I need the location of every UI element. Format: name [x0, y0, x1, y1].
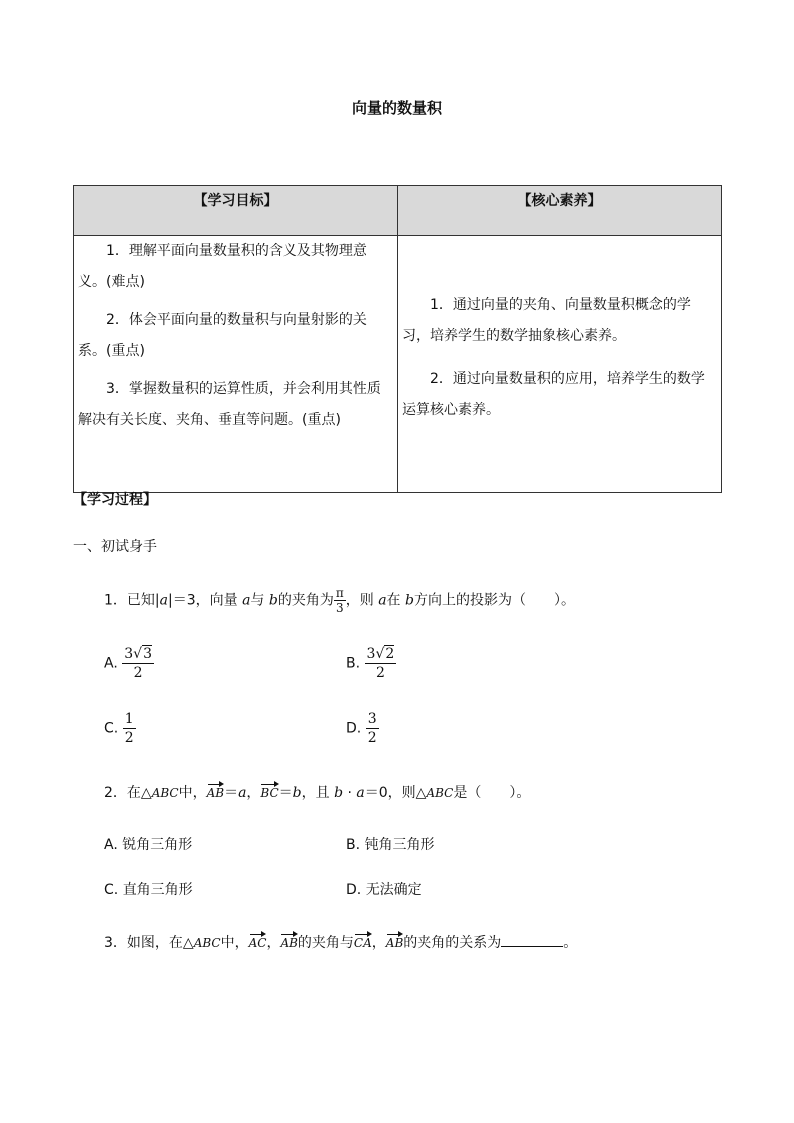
q1-option-d[interactable]: D. $\frac{3}{2}$	[346, 711, 377, 746]
q2-option-b[interactable]: B. 钝角三角形	[346, 837, 435, 853]
vector-ab: AB	[206, 786, 225, 800]
q2-option-d[interactable]: D. 无法确定	[346, 882, 422, 898]
subsection-heading: 一、初试身手	[73, 539, 157, 555]
core-literacy-cell	[398, 236, 722, 493]
vector-ab: AB	[385, 936, 404, 950]
q2-option-a[interactable]: A. 锐角三角形	[104, 837, 193, 853]
literacy-item: 1．通过向量的夹角、向量数量积概念的学习，培养学生的数学抽象核心素养。	[402, 297, 691, 344]
option-fraction: $\frac{3√3}{2}$	[124, 646, 152, 681]
option-fraction: $\frac{3}{2}$	[367, 711, 377, 746]
header-learning-goals: 【学习目标】	[74, 186, 398, 236]
goal-item: 3．掌握数量积的运算性质，并会利用其性质解决有关长度、夹角、垂直等问题。(重点)	[78, 381, 381, 428]
goal-item: 2．体会平面向量的数量积与向量射影的关系。(重点)	[78, 312, 367, 359]
header-core-literacy: 【核心素养】	[398, 186, 722, 236]
vector-a: a	[378, 592, 387, 609]
learning-goals-cell	[74, 236, 398, 493]
q2-option-c[interactable]: C. 直角三角形	[104, 882, 193, 898]
option-fraction: $\frac{1}{2}$	[124, 711, 134, 746]
vector-ca: CA	[353, 936, 372, 950]
section-heading: 【学习过程】	[73, 492, 157, 508]
answer-blank[interactable]	[501, 932, 563, 947]
vector-ac: AC	[248, 936, 267, 950]
q1-option-b[interactable]: B. $\frac{3√2}{2}$	[346, 646, 395, 681]
vector-b: b	[268, 592, 278, 609]
question-3: 3．如图，在△ABC中，AC，AB的夹角与CA，AB的夹角的关系为 。	[104, 932, 577, 952]
q1-option-a[interactable]: A. $\frac{3√3}{2}$	[104, 646, 152, 681]
option-fraction: $\frac{3√2}{2}$	[366, 646, 395, 681]
literacy-item: 2．通过向量数量积的应用，培养学生的数学运算核心素养。	[402, 371, 705, 418]
question-2: 2．在△ABC中，AB＝a，BC＝b，且 b · a＝0，则△ABC是（ ）。	[104, 785, 531, 801]
angle-fraction: $\frac{\pi}{3}$	[335, 586, 344, 615]
objectives-table	[73, 185, 722, 493]
vector-a: a	[242, 592, 251, 609]
page-title: 向量的数量积	[351, 99, 442, 117]
vector-b: b	[405, 592, 414, 609]
vector-bc: BC	[260, 786, 279, 800]
goal-item: 1．理解平面向量数量积的含义及其物理意义。(难点)	[78, 243, 367, 290]
question-1: 1．已知|a|＝3，向量 a与 b的夹角为 $\frac{\pi}{3}$ ，则 a在 b方向上的投影为（ ）。	[104, 586, 575, 615]
vector-ab: AB	[280, 936, 298, 950]
vector-a: a	[159, 592, 168, 609]
q1-option-c[interactable]: C. $\frac{1}{2}$	[104, 711, 134, 746]
